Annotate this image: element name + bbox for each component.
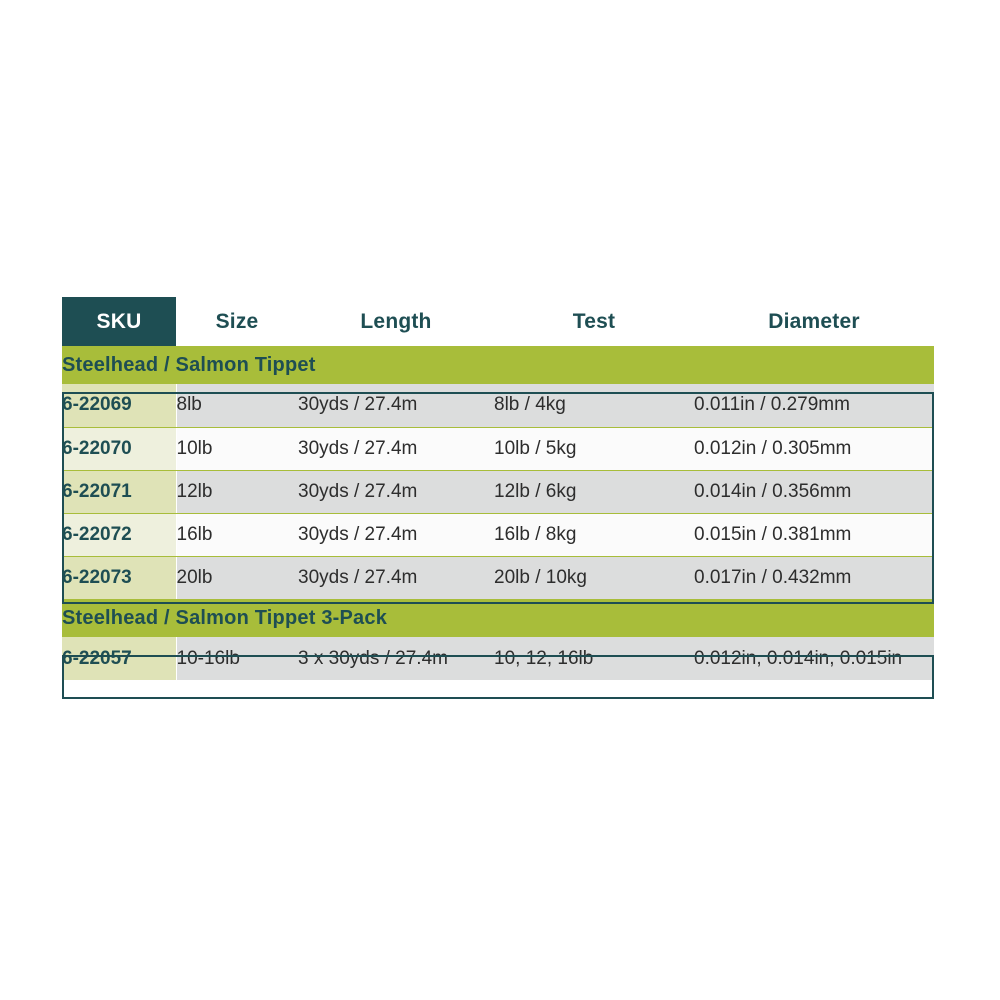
column-header-size: Size <box>176 297 298 346</box>
table-row <box>62 470 934 513</box>
table-row <box>62 384 934 427</box>
cell-size: 10-16lb <box>176 637 298 680</box>
cell-diameter: 0.012in, 0.014in, 0.015in <box>694 637 934 680</box>
cell-test: 8lb / 4kg <box>494 384 694 427</box>
cell-size: 12lb <box>176 470 298 513</box>
cell-diameter: 0.017in / 0.432mm <box>694 556 934 599</box>
cell-size: 20lb <box>176 556 298 599</box>
cell-test: 16lb / 8kg <box>494 513 694 556</box>
column-header-sku: SKU <box>62 297 176 346</box>
cell-diameter: 0.015in / 0.381mm <box>694 513 934 556</box>
cell-size: 8lb <box>176 384 298 427</box>
cell-test: 12lb / 6kg <box>494 470 694 513</box>
specification-table <box>62 297 934 680</box>
group-title: Steelhead / Salmon Tippet <box>62 346 934 384</box>
group-title: Steelhead / Salmon Tippet 3-Pack <box>62 599 934 637</box>
cell-test: 20lb / 10kg <box>494 556 694 599</box>
cell-sku: 6-22071 <box>62 470 176 513</box>
cell-length: 30yds / 27.4m <box>298 470 494 513</box>
cell-length: 3 x 30yds / 27.4m <box>298 637 494 680</box>
column-header-diameter: Diameter <box>694 297 934 346</box>
group-header-row <box>62 346 934 384</box>
cell-sku: 6-22069 <box>62 384 176 427</box>
cell-diameter: 0.012in / 0.305mm <box>694 427 934 470</box>
cell-test: 10, 12, 16lb <box>494 637 694 680</box>
cell-sku: 6-22073 <box>62 556 176 599</box>
cell-length: 30yds / 27.4m <box>298 513 494 556</box>
cell-length: 30yds / 27.4m <box>298 384 494 427</box>
cell-diameter: 0.011in / 0.279mm <box>694 384 934 427</box>
table-row <box>62 427 934 470</box>
cell-length: 30yds / 27.4m <box>298 556 494 599</box>
table-row <box>62 513 934 556</box>
cell-sku: 6-22070 <box>62 427 176 470</box>
table-row <box>62 556 934 599</box>
table-header-row <box>62 297 934 346</box>
table-row <box>62 637 934 680</box>
cell-size: 10lb <box>176 427 298 470</box>
column-header-test: Test <box>494 297 694 346</box>
cell-length: 30yds / 27.4m <box>298 427 494 470</box>
cell-sku: 6-22072 <box>62 513 176 556</box>
column-header-length: Length <box>298 297 494 346</box>
group-header-row <box>62 599 934 637</box>
cell-test: 10lb / 5kg <box>494 427 694 470</box>
cell-diameter: 0.014in / 0.356mm <box>694 470 934 513</box>
cell-size: 16lb <box>176 513 298 556</box>
cell-sku: 6-22057 <box>62 637 176 680</box>
